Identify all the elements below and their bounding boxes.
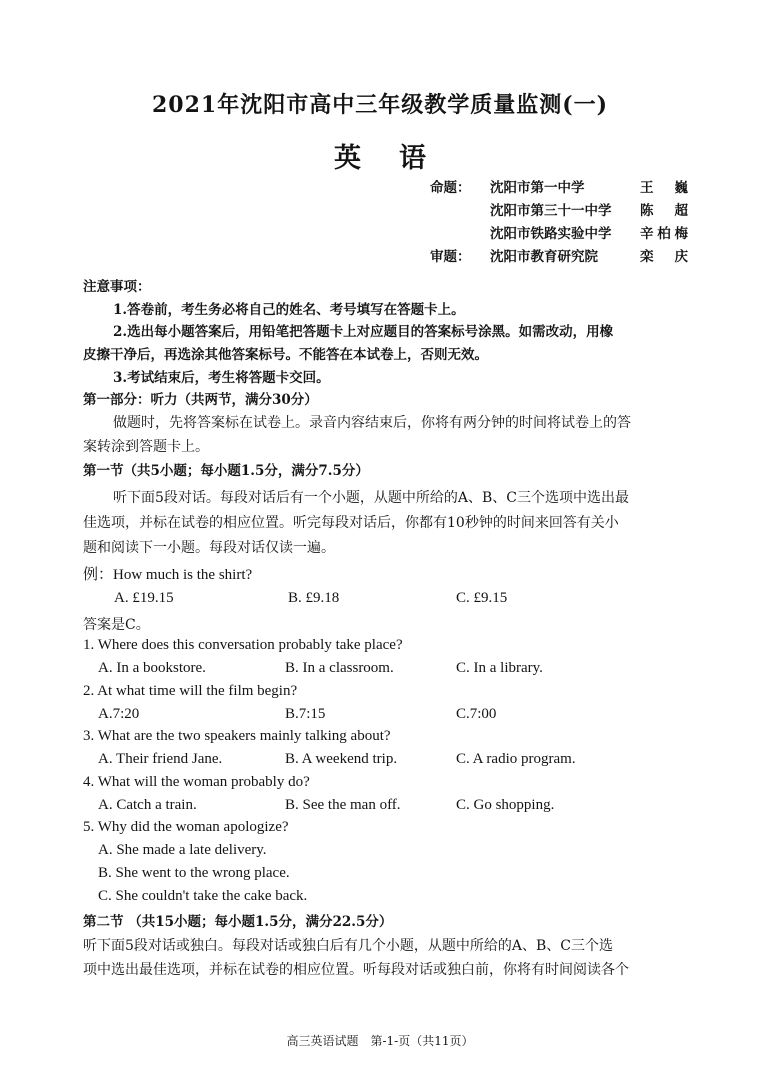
question-text: 1. Where does this conversation probably take place? bbox=[83, 637, 403, 653]
option-b: B. See the man off. bbox=[285, 797, 401, 813]
option-c: C. In a library. bbox=[456, 660, 543, 676]
credit-role bbox=[430, 200, 490, 223]
credit-row bbox=[430, 200, 688, 223]
option-c: C.7:00 bbox=[456, 706, 497, 722]
notice-heading: 注意事项： bbox=[83, 279, 151, 295]
credit-name: 陈超 bbox=[640, 203, 688, 219]
subject-title: 英语 bbox=[334, 143, 464, 174]
credit-school: 沈阳市铁路实验中学 bbox=[490, 226, 612, 242]
part-heading: 第一部分：听力（共两节，满分30分） bbox=[83, 392, 318, 408]
section-intro: 佳选项，并标在试卷的相应位置。听完每段对话后，你都有10秒钟的时间来回答有关小 bbox=[83, 515, 619, 531]
example-option-b: B. £9.18 bbox=[288, 590, 340, 606]
question-text: 4. What will the woman probably do? bbox=[83, 774, 310, 790]
credit-role: 命题： bbox=[430, 180, 471, 196]
option-c: C. She couldn't take the cake back. bbox=[98, 888, 308, 904]
example-answer: 答案是C。 bbox=[83, 617, 150, 633]
option-a: A.7:20 bbox=[98, 706, 140, 722]
notice-item: 1.答卷前，考生务必将自己的姓名、考号填写在答题卡上。 bbox=[113, 302, 465, 318]
section-heading: 第二节 （共15小题；每小题1.5分，满分22.5分） bbox=[83, 914, 393, 930]
section-intro: 题和阅读下一小题。每段对话仅读一遍。 bbox=[83, 540, 335, 556]
notice-item: 3.考试结束后，考生将答题卡交回。 bbox=[113, 370, 330, 386]
option-b: B.7:15 bbox=[285, 706, 326, 722]
option-a: A. Their friend Jane. bbox=[98, 751, 223, 767]
part-intro: 做题时，先将答案标在试卷上。录音内容结束后，你将有两分钟的时间将试卷上的答 bbox=[113, 415, 631, 431]
credit-role bbox=[430, 223, 490, 246]
section-intro: 听下面5段对话或独白。每段对话或独白后有几个小题，从题中所给的A、B、C三个选 bbox=[83, 938, 614, 954]
question-text: 3. What are the two speakers mainly talking about? bbox=[83, 728, 391, 744]
option-c: C. Go shopping. bbox=[456, 797, 555, 813]
credit-row bbox=[430, 177, 688, 200]
page-footer: 高三英语试题 第-1-页（共11页） bbox=[286, 1034, 474, 1048]
option-a: A. Catch a train. bbox=[98, 797, 197, 813]
option-b: B. She went to the wrong place. bbox=[98, 865, 290, 881]
part-intro: 案转涂到答题卡上。 bbox=[83, 439, 209, 455]
question-text: 5. Why did the woman apologize? bbox=[83, 819, 289, 835]
credit-school: 沈阳市第一中学 bbox=[490, 180, 585, 196]
question-text: 2. At what time will the film begin? bbox=[83, 683, 298, 699]
option-b: B. In a classroom. bbox=[285, 660, 394, 676]
example-option-c: C. £9.15 bbox=[456, 590, 508, 606]
credit-name: 栾庆 bbox=[640, 249, 688, 265]
credit-row bbox=[430, 246, 688, 269]
credit-school: 沈阳市第三十一中学 bbox=[490, 203, 612, 219]
example-option-a: A. £19.15 bbox=[114, 590, 174, 606]
credit-school: 沈阳市教育研究院 bbox=[490, 249, 598, 265]
section-heading: 第一节（共5小题；每小题1.5分，满分7.5分） bbox=[83, 463, 369, 479]
section-intro: 项中选出最佳选项，并标在试卷的相应位置。听每段对话或独白前，你将有时间阅读各个 bbox=[83, 962, 629, 978]
section-intro: 听下面5段对话。每段对话后有一个小题，从题中所给的A、B、C三个选项中选出最 bbox=[113, 490, 630, 506]
credit-role: 审题： bbox=[430, 249, 471, 265]
option-a: A. She made a late delivery. bbox=[98, 842, 267, 858]
option-a: A. In a bookstore. bbox=[98, 660, 206, 676]
option-b: B. A weekend trip. bbox=[285, 751, 398, 767]
notice-item: 2.选出每小题答案后，用铅笔把答题卡上对应题目的答案标号涂黑。如需改动，用橡 bbox=[113, 324, 614, 340]
notice-item: 皮擦干净后，再选涂其他答案标号。不能答在本试卷上，否则无效。 bbox=[83, 347, 488, 363]
credit-name: 王巍 bbox=[640, 180, 688, 196]
option-c: C. A radio program. bbox=[456, 751, 576, 767]
credit-name: 辛柏梅 bbox=[640, 226, 688, 242]
credit-row bbox=[430, 223, 688, 246]
credits-block bbox=[430, 177, 688, 269]
example-question: 例：How much is the shirt? bbox=[83, 567, 253, 583]
exam-title: 2021年沈阳市高中三年级教学质量监测(一) bbox=[151, 92, 609, 118]
